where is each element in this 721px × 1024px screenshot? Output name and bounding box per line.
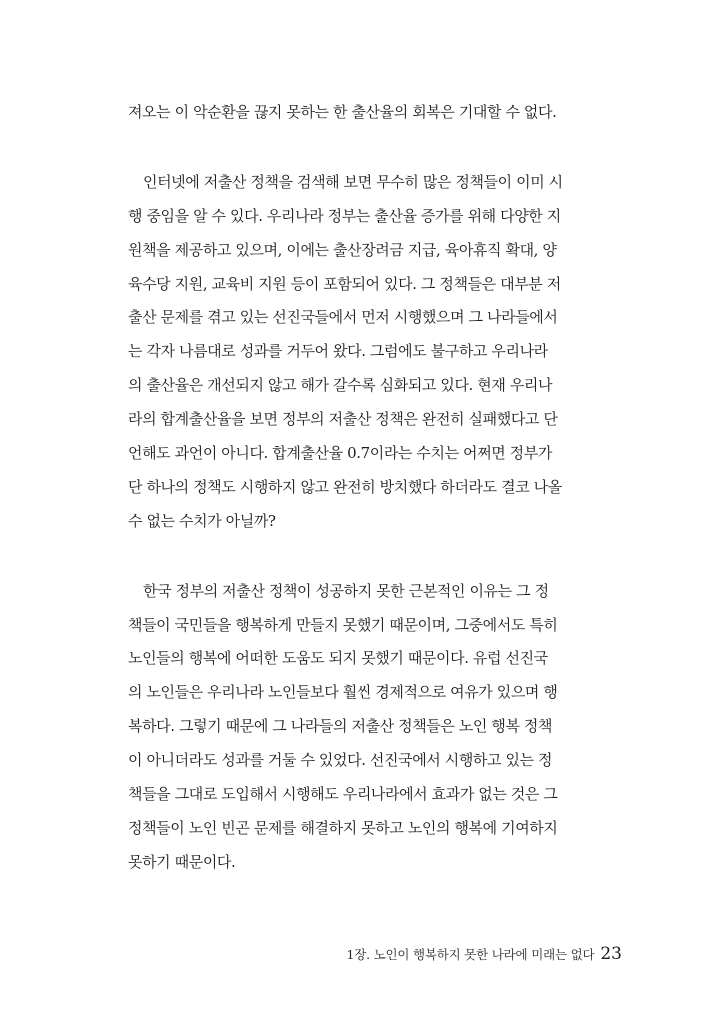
paragraph	[128, 96, 622, 130]
text-line: 책들이 국민들을 행복하게 만들지 못했기 때문이며, 그중에서도 특히	[128, 615, 558, 634]
text-line: 는 각자 나름대로 성과를 거두어 왔다. 그럼에도 불구하고 우리나라	[128, 342, 548, 361]
text-line: 이 아니더라도 성과를 거둘 수 있었다. 선진국에서 시행하고 있는 정	[128, 751, 553, 770]
text-line: 의 노인들은 우리나라 노인들보다 훨씬 경제적으로 여유가 있으며 행	[128, 683, 558, 702]
chapter-title: 1장. 노인이 행복하지 못한 나라에 미래는 없다	[346, 947, 595, 962]
text-line: 언해도 과언이 아니다. 합계출산율 0.7이라는 수치는 어쩌면 정부가	[128, 444, 552, 463]
text-line: 노인들의 행복에 어떠한 도움도 되지 못했기 때문이다. 유럽 선진국	[128, 649, 548, 668]
page-number: 23	[600, 944, 622, 964]
text-line: 원책을 제공하고 있으며, 이에는 출산장려금 지급, 육아휴직 확대, 양	[128, 240, 557, 259]
text-line: 단 하나의 정책도 시행하지 않고 완전히 방치했다 하더라도 결코 나올	[128, 477, 562, 496]
text-line: 육수당 지원, 교육비 지원 등이 포함되어 있다. 그 정책들은 대부분 저	[128, 274, 561, 293]
text-line: 의 출산율은 개선되지 않고 해가 갈수록 심화되고 있다. 현재 우리나	[128, 376, 553, 395]
paragraph-gap	[128, 539, 622, 575]
paragraph	[128, 575, 622, 880]
page-footer	[300, 944, 622, 964]
text-line: 인터넷에 저출산 정책을 검색해 보면 무수히 많은 정책들이 이미 시	[143, 172, 563, 191]
text-line: 수 없는 수치가 아닐까?	[128, 511, 276, 530]
paragraph	[128, 166, 622, 539]
text-line: 복하다. 그렇기 때문에 그 나라들의 저출산 정책들은 노인 행복 정책	[128, 717, 553, 736]
text-line: 출산 문제를 겪고 있는 선진국들에서 먼저 시행했으며 그 나라들에서	[128, 308, 558, 327]
text-line: 책들을 그대로 도입해서 시행해도 우리나라에서 효과가 없는 것은 그	[128, 785, 558, 804]
text-line: 한국 정부의 저출산 정책이 성공하지 못한 근본적인 이유는 그 정	[143, 581, 549, 600]
paragraph-gap	[128, 130, 622, 166]
text-line: 져오는 이 악순환을 끊지 못하는 한 출산율의 회복은 기대할 수 없다.	[128, 103, 557, 121]
text-line: 행 중임을 알 수 있다. 우리나라 정부는 출산율 증가를 위해 다양한 지	[128, 206, 561, 225]
text-line: 못하기 때문이다.	[128, 852, 236, 871]
text-line: 라의 합계출산율을 보면 정부의 저출산 정책은 완전히 실패했다고 단	[128, 410, 558, 429]
body-text	[128, 96, 622, 880]
text-line: 정책들이 노인 빈곤 문제를 해결하지 못하고 노인의 행복에 기여하지	[128, 818, 558, 837]
